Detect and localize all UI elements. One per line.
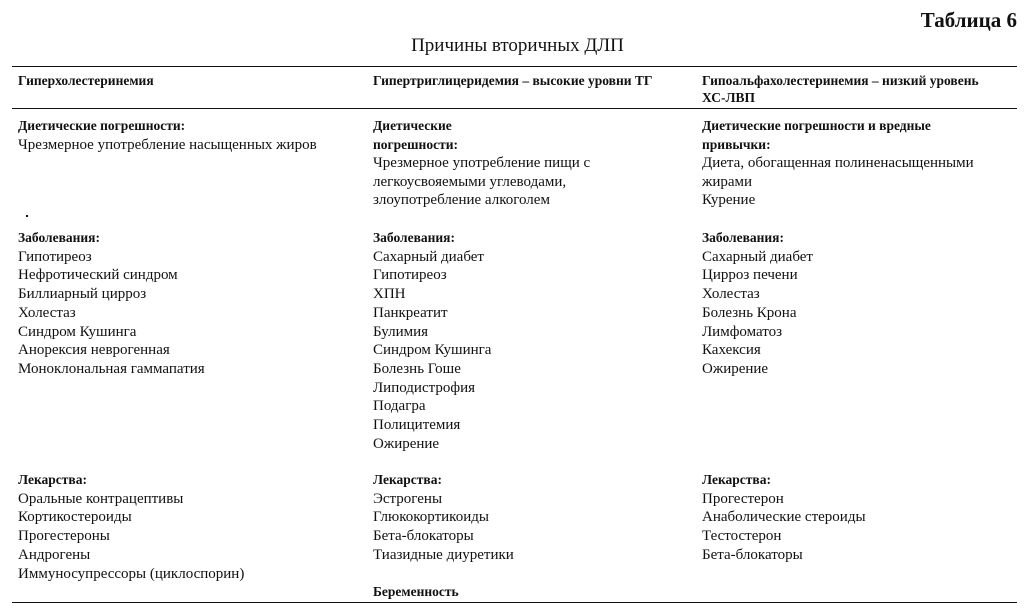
drugs-section-title: Лекарства: — [702, 472, 771, 487]
column-header-hypertriglyceridemia: Гипертриглицеридемия – высокие уровни ТГ — [373, 73, 653, 88]
list-item: Иммуносупрессоры (циклоспорин) — [18, 565, 245, 582]
pregnancy-section — [373, 583, 693, 602]
list-item: ХПН — [373, 286, 406, 303]
disease-section — [18, 229, 363, 379]
list-item: Гипотиреоз — [373, 267, 447, 284]
table-caption: Причины вторичных ДЛП — [411, 35, 624, 56]
list-item: Кортикостероиды — [18, 509, 132, 526]
list-item: Моноклональная гаммапатия — [18, 360, 205, 377]
table-number: Таблица 6 — [920, 8, 1017, 32]
list-item: Кахексия — [702, 342, 761, 359]
list-item: Сахарный диабет — [702, 248, 813, 265]
list-item: Оральные контрацептивы — [18, 490, 184, 507]
diet-section — [702, 117, 972, 154]
drugs-section — [702, 471, 1017, 565]
diet-section-title: Диетические погрешности: — [373, 118, 458, 152]
list-item: Синдром Кушинга — [18, 323, 137, 340]
disease-section-title: Заболевания: — [373, 230, 455, 245]
list-item: Анаболические стероиды — [702, 509, 866, 526]
list-item: Ожирение — [373, 435, 440, 452]
list-item: Нефротический синдром — [18, 267, 178, 284]
diet-items — [702, 154, 1017, 210]
list-item: Булимия — [373, 323, 429, 340]
list-item: Подагра — [373, 398, 426, 415]
list-item: Тиазидные диуретики — [373, 546, 514, 563]
table-top-rule — [12, 66, 1017, 67]
list-item: Гипотиреоз — [18, 248, 92, 265]
list-item: Болезнь Крона — [702, 304, 797, 321]
list-item: Цирроз печени — [702, 267, 798, 284]
list-item: Холестаз — [702, 286, 760, 303]
list-item: Глюкокортикоиды — [373, 509, 489, 526]
diet-section — [373, 154, 633, 210]
drugs-section-title: Лекарства: — [18, 472, 87, 487]
column-header-hypercholesterolemia: Гиперхолестеринемия — [18, 73, 154, 88]
list-item: Прогестероны — [18, 528, 110, 545]
list-item: Чрезмерное употребление насыщенных жиров — [18, 136, 317, 153]
pregnancy-section-title: Беременность — [373, 584, 459, 599]
list-item: Лимфоматоз — [702, 323, 783, 340]
table-header-rule — [12, 108, 1017, 109]
scan-speck — [26, 215, 28, 217]
list-item: Полицитемия — [373, 417, 461, 434]
list-item: Синдром Кушинга — [373, 342, 492, 359]
list-item: Диета, обогащенная полиненасыщенными жирами — [702, 155, 974, 190]
diet-section-title: Диетические погрешности: — [18, 118, 186, 133]
table-bottom-rule — [12, 602, 1017, 603]
list-item: Анорексия неврогенная — [18, 342, 170, 359]
list-item: Андрогены — [18, 546, 91, 563]
list-item: Панкреатит — [373, 304, 448, 321]
diet-section-title-wrap — [373, 117, 483, 154]
list-item: Липодистрофия — [373, 379, 475, 396]
drugs-section — [18, 471, 363, 583]
disease-section — [373, 229, 693, 453]
list-item: Курение — [702, 192, 756, 209]
list-item: Холестаз — [18, 304, 76, 321]
list-item: Сахарный диабет — [373, 248, 484, 265]
drugs-section-title: Лекарства: — [373, 472, 442, 487]
diet-section-title: Диетические погрешности и вредные привычки: — [702, 118, 931, 152]
list-item: Бета-блокаторы — [373, 528, 474, 545]
list-item: Прогестерон — [702, 490, 784, 507]
disease-section-title: Заболевания: — [702, 230, 784, 245]
disease-section-title: Заболевания: — [18, 230, 100, 245]
list-item: Чрезмерное употребление пищи с легкоусвояемыми углеводами, злоупотребление алкоголем — [373, 155, 591, 209]
list-item: Тестостерон — [702, 528, 782, 545]
list-item: Эстрогены — [373, 490, 443, 507]
diet-section — [18, 117, 363, 154]
drugs-section — [373, 471, 693, 565]
list-item: Бета-блокаторы — [702, 546, 803, 563]
list-item: Болезнь Гоше — [373, 360, 461, 377]
disease-section — [702, 229, 1017, 379]
list-item: Биллиарный цирроз — [18, 286, 147, 303]
list-item: Ожирение — [702, 360, 769, 377]
column-header-hypoalphacholesterolemia: Гипоальфахолестеринемия – низкий уровень ХС-ЛВП — [702, 73, 979, 105]
